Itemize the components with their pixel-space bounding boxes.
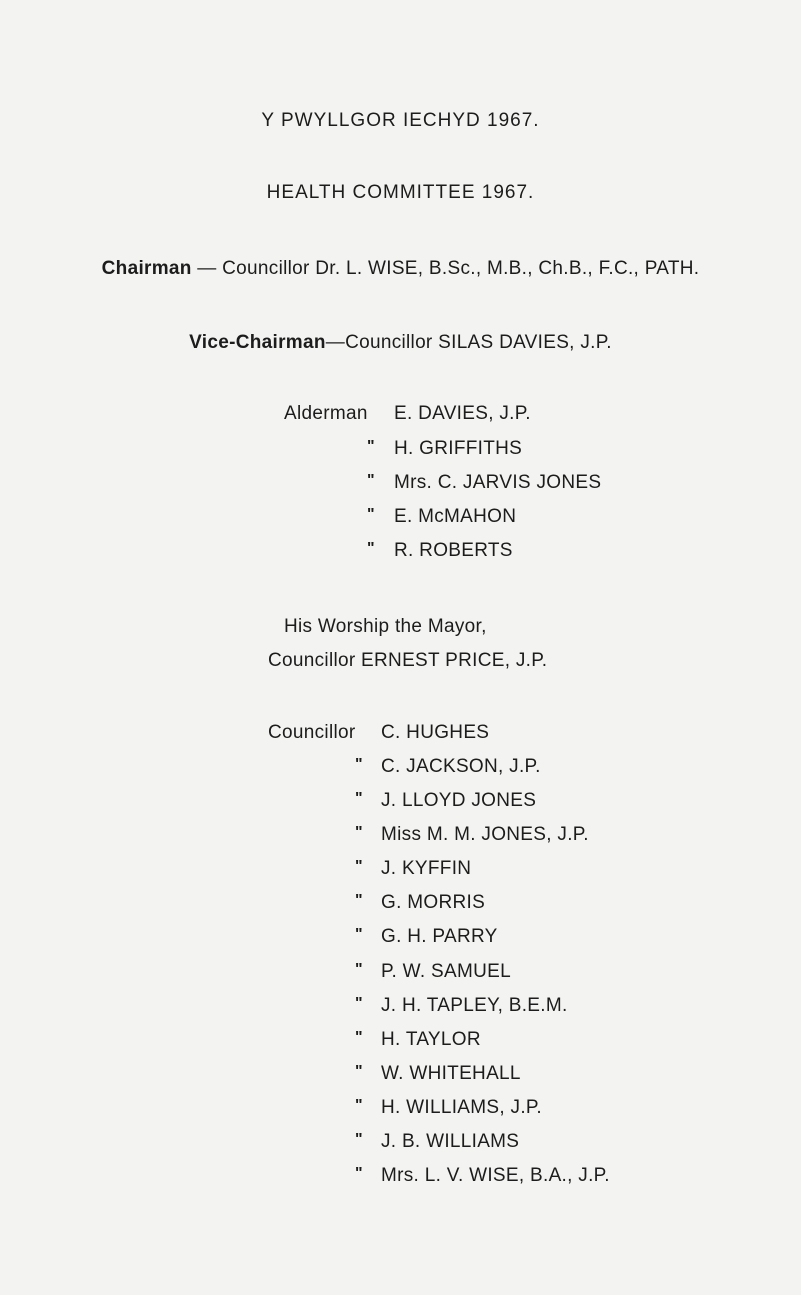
- ditto-mark: ": [367, 472, 375, 489]
- councillor-name: H. TAYLOR: [381, 1029, 481, 1050]
- councillor-name: Miss M. M. JONES, J.P.: [381, 824, 589, 845]
- councillor-name: J. LLOYD JONES: [381, 790, 537, 811]
- alderman-name: E. DAVIES, J.P.: [394, 403, 531, 424]
- councillor-name: G. H. PARRY: [381, 926, 498, 947]
- chairman-label: Chairman: [101, 258, 192, 279]
- ditto-mark: ": [355, 1131, 363, 1148]
- ditto-mark: ": [355, 1063, 363, 1080]
- ditto-mark: ": [355, 995, 363, 1012]
- vice-chairman-line: [0, 332, 801, 354]
- vice-chairman-text: —Councillor SILAS DAVIES, J.P.: [325, 332, 612, 353]
- mayor-line-1: His Worship the Mayor,: [284, 616, 487, 637]
- ditto-mark: ": [355, 824, 363, 841]
- alderman-name: H. GRIFFITHS: [394, 438, 523, 459]
- councillor-name: W. WHITEHALL: [381, 1063, 521, 1084]
- welsh-title: Y PWYLLGOR IECHYD 1967.: [261, 110, 540, 131]
- councillor-name: G. MORRIS: [381, 892, 486, 913]
- ditto-mark: ": [355, 926, 363, 943]
- councillor-name: C. JACKSON, J.P.: [381, 756, 541, 777]
- ditto-mark: ": [367, 438, 375, 455]
- alderman-name: R. ROBERTS: [394, 540, 513, 561]
- ditto-mark: ": [355, 858, 363, 875]
- ditto-mark: ": [355, 1097, 363, 1114]
- alderman-title: Alderman: [284, 403, 368, 424]
- alderman-name: E. McMAHON: [394, 506, 517, 527]
- ditto-mark: ": [355, 892, 363, 909]
- ditto-mark: ": [367, 506, 375, 523]
- councillor-title: Councillor: [268, 722, 356, 743]
- ditto-mark: ": [355, 961, 363, 978]
- english-title: HEALTH COMMITTEE 1967.: [266, 182, 535, 203]
- councillor-name: Mrs. L. V. WISE, B.A., J.P.: [381, 1165, 610, 1186]
- ditto-mark: ": [355, 790, 363, 807]
- alderman-name: Mrs. C. JARVIS JONES: [394, 472, 602, 493]
- ditto-mark: ": [355, 756, 363, 773]
- mayor-line-2: Councillor ERNEST PRICE, J.P.: [268, 650, 548, 671]
- councillor-name: J. H. TAPLEY, B.E.M.: [381, 995, 568, 1016]
- chairman-line: [0, 258, 801, 280]
- ditto-mark: ": [355, 1029, 363, 1046]
- ditto-mark: ": [367, 540, 375, 557]
- councillor-name: J. KYFFIN: [381, 858, 472, 879]
- councillor-name: H. WILLIAMS, J.P.: [381, 1097, 543, 1118]
- councillor-name: C. HUGHES: [381, 722, 490, 743]
- ditto-mark: ": [355, 1165, 363, 1182]
- chairman-text: — Councillor Dr. L. WISE, B.Sc., M.B., Ch.B., F.C., PATH.: [191, 258, 700, 279]
- vice-chairman-label: Vice-Chairman: [189, 332, 326, 353]
- councillor-name: J. B. WILLIAMS: [381, 1131, 520, 1152]
- councillor-name: P. W. SAMUEL: [381, 961, 511, 982]
